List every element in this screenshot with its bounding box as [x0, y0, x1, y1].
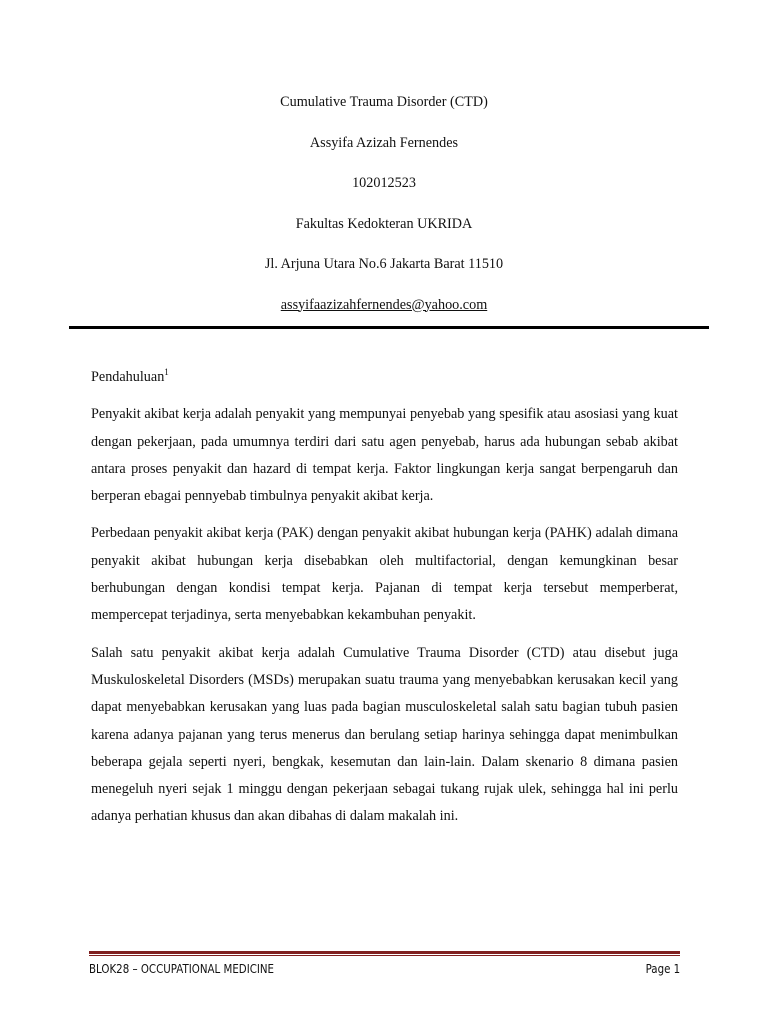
footer-divider-thick [89, 951, 680, 954]
author-name: Assyifa Azizah Fernendes [309, 134, 459, 151]
section-heading-text: Pendahuluan [91, 369, 165, 385]
footer-course-label: BLOK28 – OCCUPATIONAL MEDICINE [89, 961, 275, 976]
footer-divider-thin [89, 955, 680, 956]
footer-right [89, 961, 680, 976]
document-header [0, 88, 768, 331]
page-number: Page 1 [645, 961, 680, 976]
paragraph-1: Penyakit akibat kerja adalah penyakit yang mempunyai penyebab yang spesifik atau asosiasi yang kuat dengan pekerjaan, pada umumnya terdiri dari satu agen penyebab, harus ada hubungan sebab akibat antara proses penyakit dan hazard di tempat kerja. Faktor lingkungan kerja sangat berpengaruh dan berperan ebagai pennyebab timbulnya penyakit akibat kerja. [91, 406, 678, 505]
address: Jl. Arjuna Utara No.6 Jakarta Barat 11510 [264, 256, 504, 272]
student-id: 102012523 [352, 175, 416, 191]
page-footer [89, 961, 680, 981]
faculty-name: Fakultas Kedokteran UKRIDA [295, 215, 473, 232]
paragraph-3: Salah satu penyakit akibat kerja adalah Cumulative Trauma Disorder (CTD) atau disebut juga Muskuloskeletal Disorders (MSDs) merupakan suatu trauma yang menyebabkan kerusakan kecil yang dapat menyebabkan kerusakan yang luas pada bagian musculoskeletal salah satu bagian tubuh pasien karena adanya pajanan yang terus menerus dan berulang setiap harinya sehingga dapat menimbulkan beberapa gejala seperti nyeri, bengkak, kesemutan dan lain-lain. Dalam skenario 8 dimana pasien menegeluh nyeri sejak 1 minggu dengan pekerjaan sebagai tukang rujak ulek, sehingga hal ini perlu adanya perhatian khusus dan akan dibahas di dalam makalah ini. [91, 644, 678, 825]
footer-divider [89, 951, 680, 957]
header-divider [69, 326, 709, 329]
document-body [91, 364, 678, 841]
document-title: Cumulative Trauma Disorder (CTD) [280, 94, 488, 110]
footnote-ref: 1 [164, 367, 169, 377]
section-heading [91, 364, 678, 391]
paragraph-2: Perbedaan penyakit akibat kerja (PAK) dengan penyakit akibat hubungan kerja (PAHK) adalah dimana penyakit akibat hubungan kerja disebabkan oleh multifactorial, dengan kemungkinan besar berhubungan dengan kondisi tempat kerja. Pajanan di tempat kerja tersebut memperberat, mempercepat terjadinya, serta menyebabkan kekambuhan penyakit. [91, 525, 678, 624]
email-link[interactable]: assyifaazizahfernendes@yahoo.com [280, 296, 488, 313]
